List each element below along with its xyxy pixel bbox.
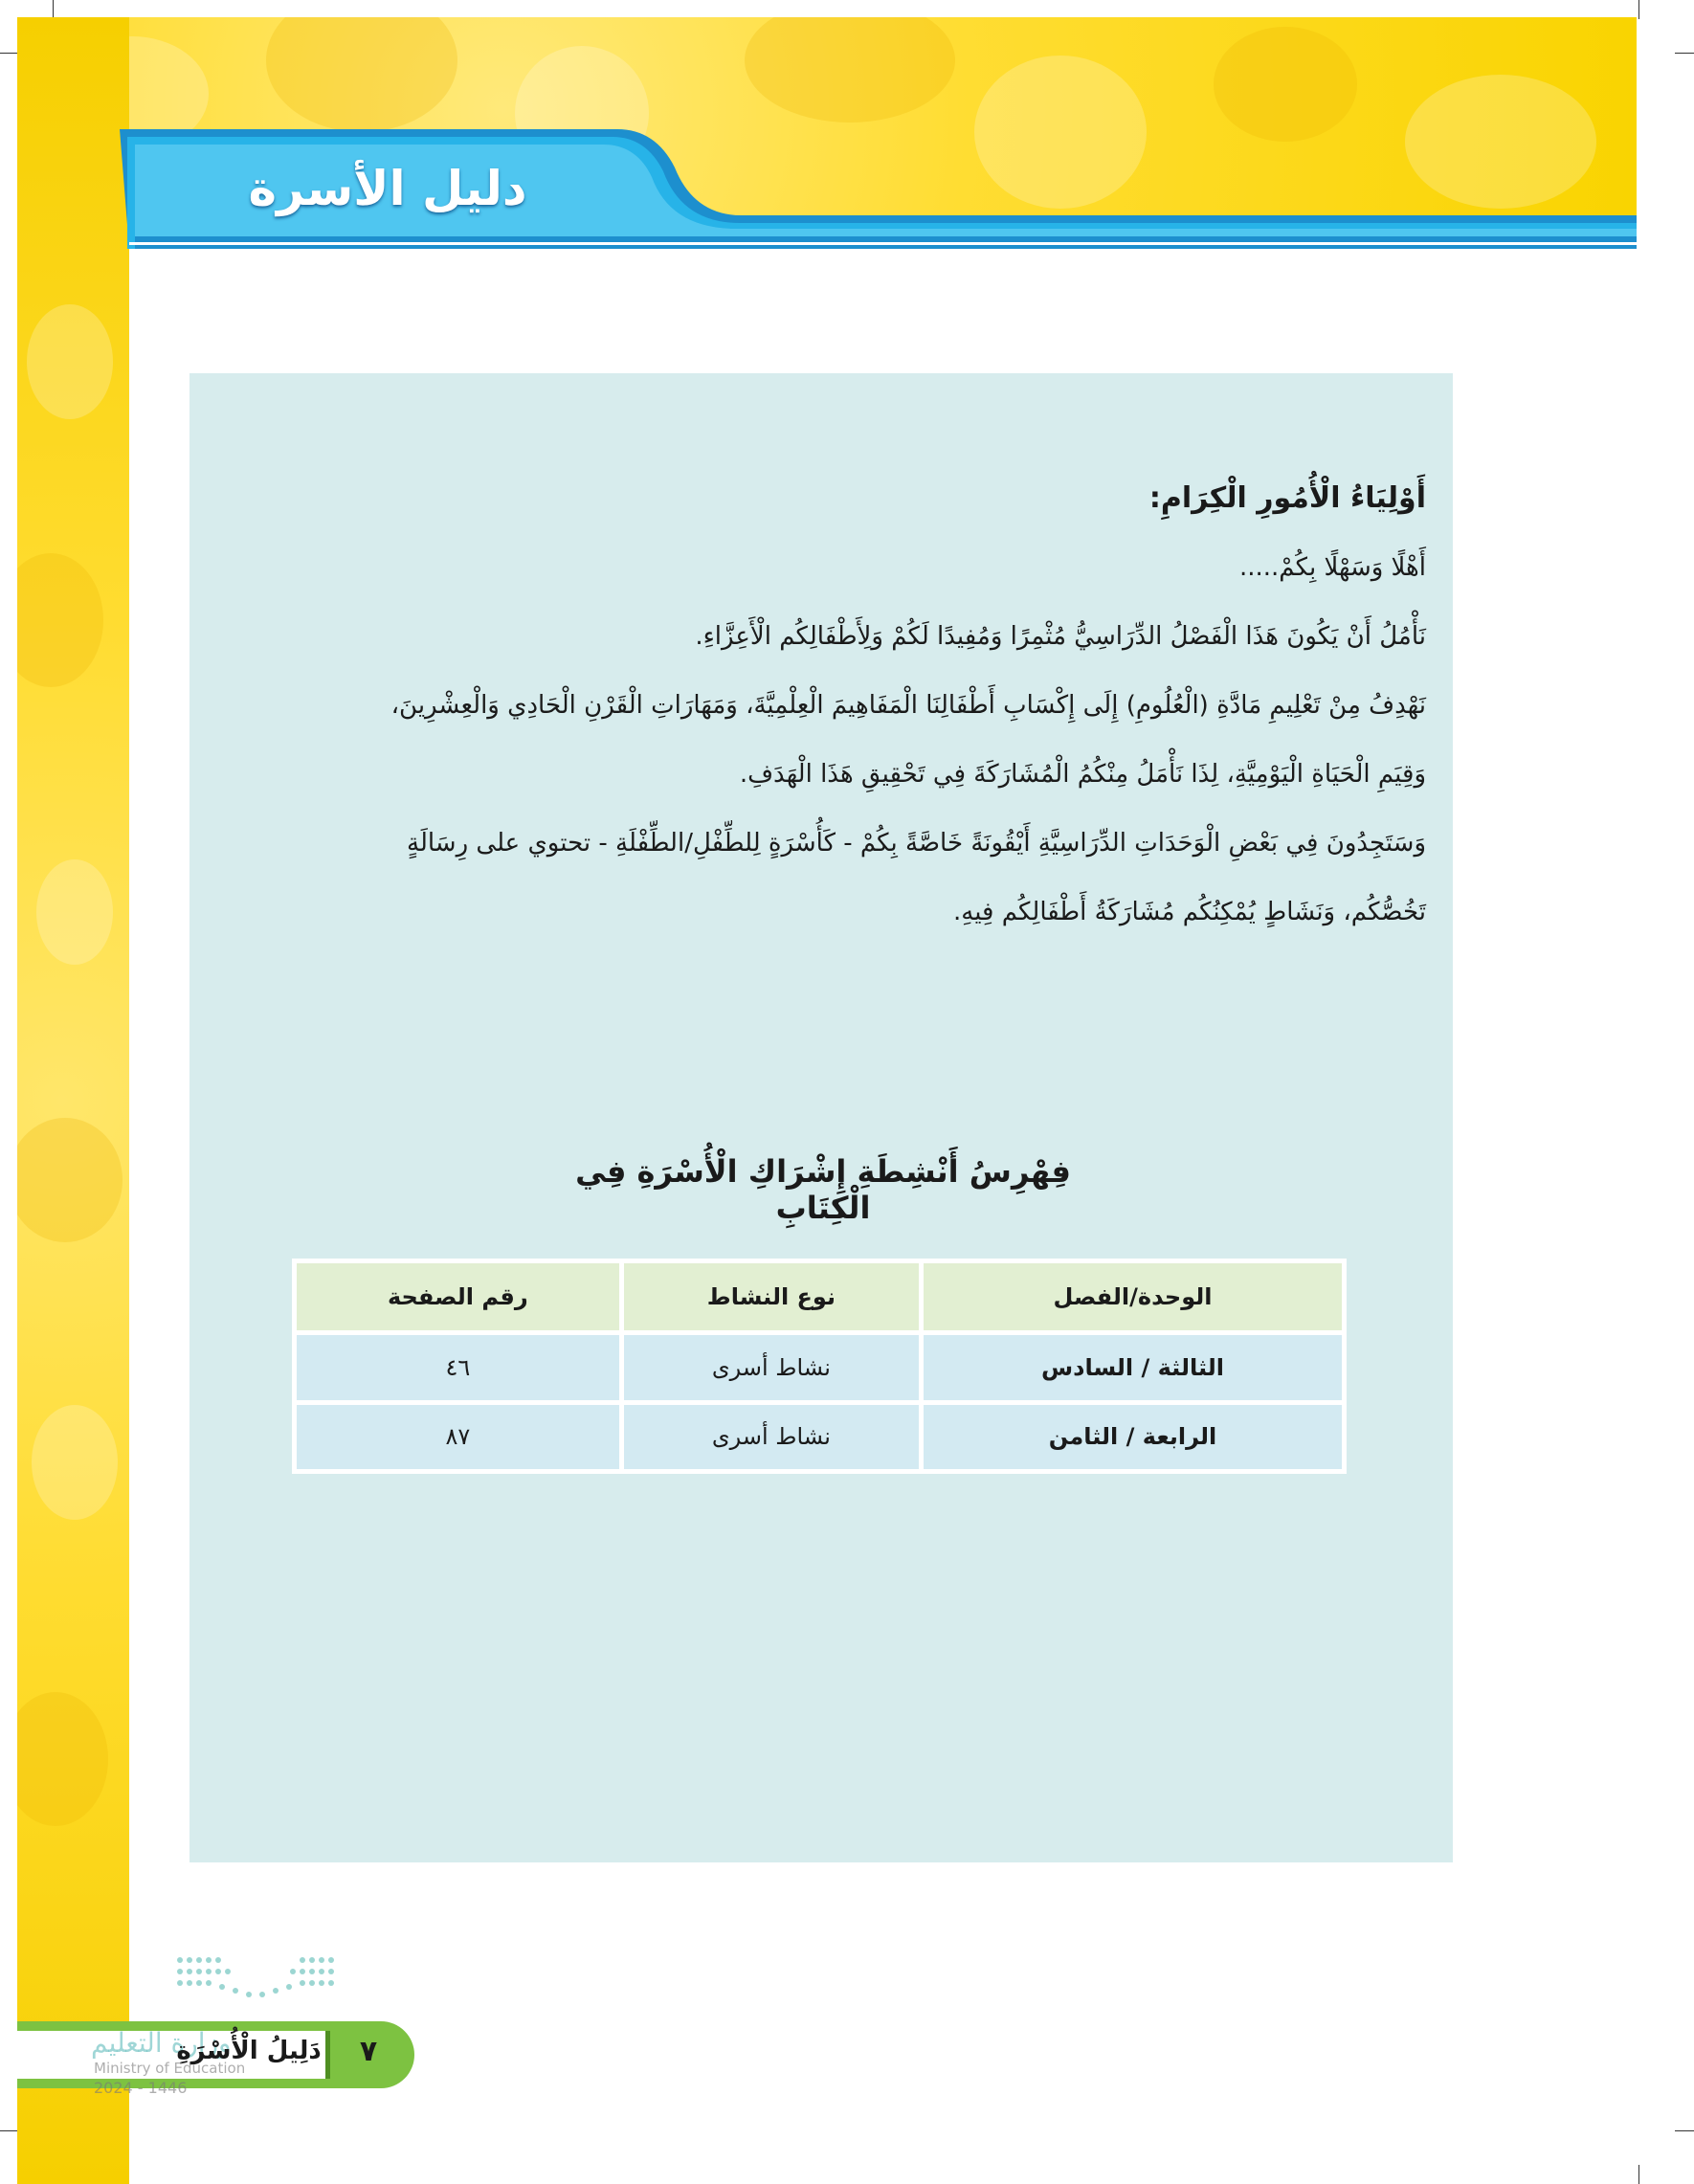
letter-line: نَأْمُلُ أَنْ يَكُونَ هَذَا الْفَصْلُ الدِّرَاسِيُّ مُثْمِرًا وَمُفِيدًا لَكُمْ وَلِأَطْفَالِكُم الْأَعِزَّاءِ.	[695, 622, 1426, 651]
letter-greeting: أَوْلِيَاءُ الْأُمُورِ الْكِرَامِ:	[1148, 481, 1426, 515]
cell-activity: نشاط أسرى	[624, 1405, 919, 1469]
crop-mark	[1675, 53, 1694, 54]
table-row	[297, 1335, 1342, 1399]
crop-mark	[53, 0, 54, 19]
letter-line: وَسَتَجِدُونَ فِي بَعْضِ الْوَحَدَاتِ الدِّرَاسِيَّةِ أَيْقُونَةً خَاصَّةً بِكُمْ - كَأُسْرَةٍ لِلطِّفْلِ/الطِّفْلَةِ - تحتوي على رِسَالَةٍ	[407, 829, 1426, 858]
footer-label: دَلِيلُ الْأُسْرَةِ	[176, 2037, 322, 2065]
column-header-activity: نوع النشاط	[624, 1263, 919, 1330]
page-title: دليل الأسرة	[248, 161, 527, 216]
page-number: ٧	[359, 2035, 378, 2068]
ministry-logo-icon	[172, 1952, 345, 2019]
cell-activity: نشاط أسرى	[624, 1335, 919, 1399]
crop-mark	[0, 2130, 19, 2131]
ministry-name-arabic: وزارة التعليم	[91, 2027, 232, 2059]
cell-page: ٨٧	[297, 1405, 619, 1469]
column-header-unit: الوحدة/الفصل	[924, 1263, 1342, 1330]
table-row	[297, 1405, 1342, 1469]
index-title: فِهْرِسُ أَنْشِطَةِ إِشْرَاكِ الْأُسْرَةِ فِي الْكِتَابِ	[575, 1153, 1071, 1226]
letter-line: تَخُصُّكُم، وَنَشَاطٍ يُمْكِنُكُم مُشَارَكَةُ أَطْفَالِكُم فِيهِ.	[953, 898, 1426, 926]
parents-letter	[249, 464, 1426, 947]
activities-index-table	[292, 1259, 1347, 1474]
cell-unit: الرابعة / الثامن	[924, 1405, 1342, 1469]
table-header-row	[297, 1263, 1342, 1330]
cell-page: ٤٦	[297, 1335, 619, 1399]
edition-year: 2024 - 1446	[94, 2079, 188, 2097]
column-header-page: رقم الصفحة	[297, 1263, 619, 1330]
letter-line: أَهْلًا وَسَهْلًا بِكُمْ.....	[1238, 553, 1426, 582]
ministry-name-english: Ministry of Education	[94, 2060, 246, 2077]
crop-mark	[1638, 0, 1639, 19]
left-border-background	[17, 17, 129, 2184]
cell-unit: الثالثة / السادس	[924, 1335, 1342, 1399]
letter-line: وَقِيَمِ الْحَيَاةِ الْيَوْمِيَّةِ، لِذَا نَأْمَلُ مِنْكُمُ الْمُشَارَكَةَ فِي تَحْقِيقِ هَذَا الْهَدَفِ.	[739, 760, 1426, 789]
crop-mark	[1675, 2130, 1694, 2131]
crop-mark	[1638, 2165, 1639, 2184]
crop-mark	[0, 53, 19, 54]
letter-line: نَهْدِفُ مِنْ تَعْلِيمِ مَادَّةِ (الْعُلُومِ) إِلَى إِكْسَابِ أَطْفَالِنَا الْمَفَاهِيمَ الْعِلْمِيَّةَ، وَمَهَارَاتِ الْقَرْنِ الْحَادِي وَالْعِشْرِينَ،	[390, 691, 1426, 720]
